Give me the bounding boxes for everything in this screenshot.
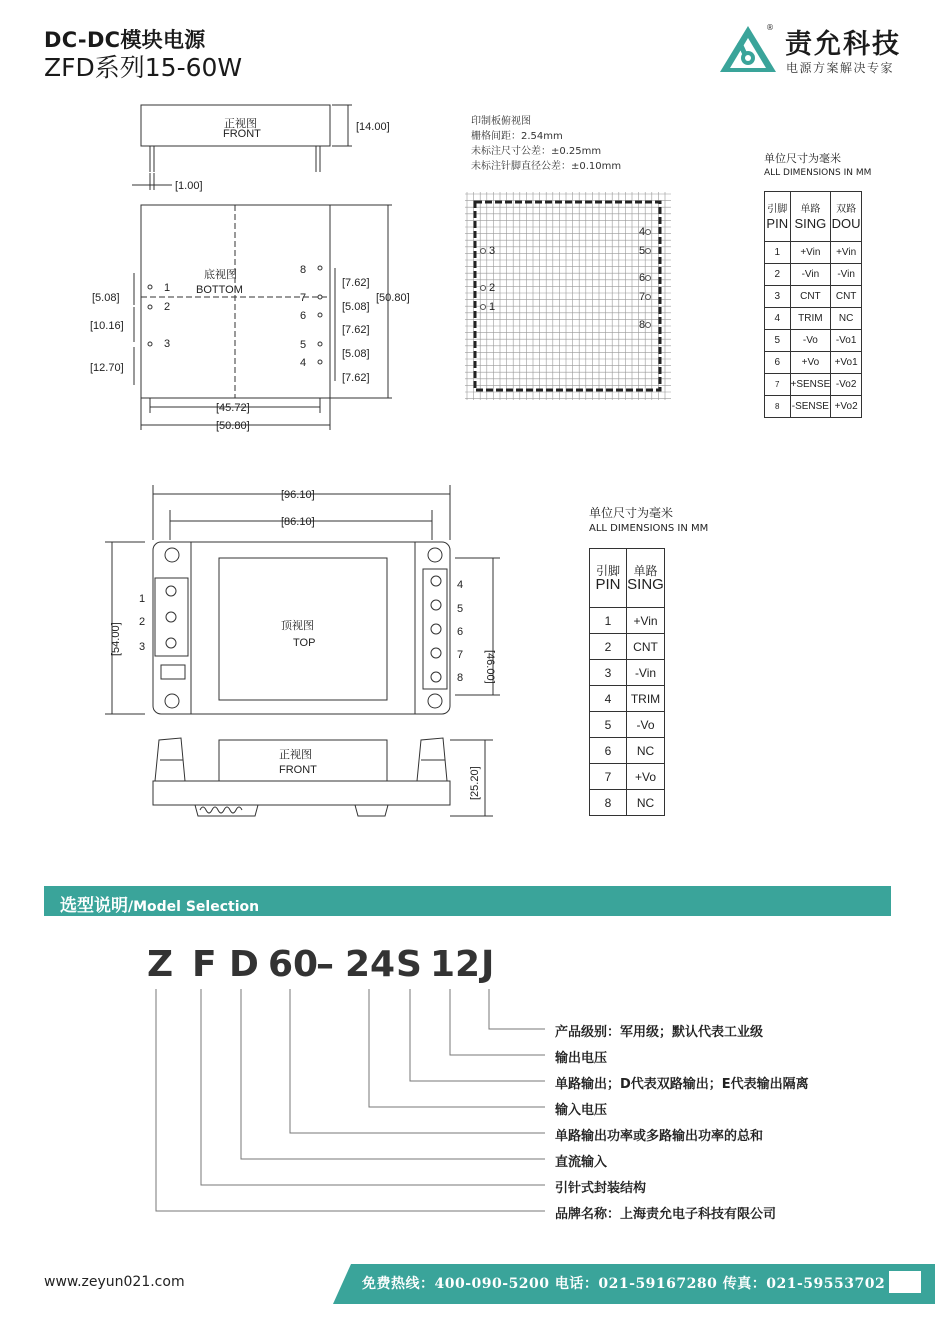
table-cell: 5 [765,330,791,352]
model-desc-input-voltage: 输入电压 [555,1103,608,1118]
table-cell: 7 [590,764,627,790]
table-cell: CNT [790,286,831,308]
header-cn: 单路 [633,564,658,578]
header-en: SING [794,215,827,231]
model-selection-title-cn: 选型说明 [60,896,128,916]
table-cell: NC [831,308,862,330]
dim-right-3: [7.62] [342,324,370,336]
table-cell: 5 [590,712,627,738]
pcb-pin-label: 1 [489,301,496,313]
table-cell: -Vo [627,712,665,738]
header-en: SING [627,576,664,593]
table-row [590,764,665,790]
code-part: 60 [268,944,319,985]
table-cell: +SENSE [790,374,831,396]
table-cell: -Vo [790,330,831,352]
pin-label: 7 [300,292,307,304]
dim-left-2: [10.16] [90,320,124,332]
header-en: PIN [595,576,621,593]
model-desc-level: 产品级别：军用级；默认代表工业级 [555,1025,764,1040]
model-selection-title [60,891,259,916]
pcb-grid-view [463,190,675,404]
title-line-2: ZFD系列15-60W [44,53,243,82]
table-cell: +Vin [627,608,665,634]
bottom-view-label-en: BOTTOM [196,284,243,296]
pin-label: 4 [457,579,464,591]
table-row [590,634,665,660]
top-view-label-en: TOP [293,637,316,649]
pin-label: 5 [457,603,464,615]
pin-label: 6 [457,626,464,638]
table-row [765,308,862,330]
pcb-pin-label: 3 [489,245,496,257]
website-link[interactable]: www.zeyun021.com [44,1274,185,1290]
model-selection-title-en: /Model Selection [128,899,260,915]
pin-label: 8 [457,672,464,684]
code-part: 24 [345,944,396,985]
table-cell: +Vo [790,352,831,374]
table-cell: TRIM [627,686,665,712]
table-header [831,192,862,242]
pcb-pin-label: 6 [639,272,646,284]
units-note-cn: 单位尺寸为毫米 [764,152,841,165]
dim-depth: [25.20] [469,766,481,800]
table-cell: +Vo [627,764,665,790]
table-cell: NC [627,790,665,816]
table-cell: 7 [765,374,791,396]
table-header [627,549,665,608]
model-desc-output-type: 单路输出；D代表双路输出；E代表输出隔离 [555,1077,809,1092]
header-cn: 单路 [800,203,821,215]
front-view-label-en: FRONT [279,764,317,776]
units-note-en: ALL DIMENSIONS IN MM [764,168,872,178]
table-row [590,712,665,738]
pin-table-2 [589,548,665,816]
dim-height-46: [46.00] [484,650,496,684]
pcb-note-grid: 栅格间距：2.54mm [471,131,563,142]
dim-height: [14.00] [356,121,390,133]
table-row [765,264,862,286]
footer-box [889,1271,921,1293]
dim-right-4: [5.08] [342,348,370,360]
dim-left-1: [5.08] [92,292,120,304]
brand-slogan: 电源方案解决专家 [786,61,895,75]
top-view-label: 顶视图 [281,620,314,632]
model-desc-package: 引针式封装结构 [555,1181,647,1196]
model-desc-output-voltage: 输出电压 [555,1051,608,1066]
pin-label: 3 [164,338,171,350]
header-cn: 引脚 [596,564,621,578]
title-line-1: DC-DC模块电源 [44,28,206,52]
pin-label: 1 [139,593,146,605]
dim-width: [50.80] [216,420,250,432]
table-row [765,330,862,352]
pin-label: 2 [139,616,146,628]
pcb-pin-label: 5 [639,245,646,257]
code-part: D [229,944,259,985]
model-desc-dc-input: 直流输入 [555,1155,608,1170]
dim-pin-dia: [1.00] [175,180,203,192]
table-row [765,352,862,374]
table-cell: +Vin [831,242,862,264]
table-cell: -Vo1 [831,330,862,352]
pin-label: 6 [300,310,307,322]
drawing-top-view [95,480,515,825]
dim-overall-length: [96.10] [281,489,315,501]
dim-height-54: [54.00] [110,622,122,656]
pin-label: 5 [300,339,307,351]
units-note-cn-2: 单位尺寸为毫米 [589,506,674,520]
table-header [790,192,831,242]
table-cell: NC [627,738,665,764]
table-row [765,374,862,396]
drawing-bottom-view [80,95,425,435]
pcb-pin-label: 2 [489,282,496,294]
pin-label: 7 [457,649,464,661]
dim-right-2: [5.08] [342,301,370,313]
table-cell: +Vin [790,242,831,264]
table-row [765,286,862,308]
header-en: PIN [766,215,789,231]
footer-contact: 免费热线：400-090-5200 电话：021-59167280 传真：021-59553702 [362,1276,886,1292]
dim-left-3: [12.70] [90,362,124,374]
units-note-en-2: ALL DIMENSIONS IN MM [589,523,709,534]
table-cell: 1 [590,608,627,634]
pcb-pin-label: 8 [639,319,646,331]
code-part: Z [147,944,174,985]
table-row [765,396,862,418]
dim-mount-length: [86.10] [281,516,315,528]
table-row [590,660,665,686]
table-cell: -Vo2 [831,374,862,396]
model-desc-brand: 品牌名称：上海责允电子科技有限公司 [555,1207,777,1222]
table-cell: 8 [590,790,627,816]
pin-label: 4 [300,357,307,369]
pin-label: 3 [139,641,146,653]
pcb-notes [471,114,621,174]
table-cell: 2 [590,634,627,660]
table-cell: 2 [765,264,791,286]
table-cell: TRIM [790,308,831,330]
dim-right-5: [7.62] [342,372,370,384]
code-part: 12 [430,944,481,985]
registered-mark: ® [766,23,774,32]
table-cell: 6 [590,738,627,764]
table-cell: -Vin [790,264,831,286]
code-part: J [481,944,495,985]
pin-label: 1 [164,282,171,294]
brand-name: 责允科技 [785,29,901,60]
table-row [590,738,665,764]
table-cell: +Vo1 [831,352,862,374]
table-cell: -Vin [831,264,862,286]
table-cell: 4 [765,308,791,330]
table-header [590,549,627,608]
pcb-note-pin-tolerance: 未标注针脚直径公差：±0.10mm [471,161,622,172]
bottom-view-label: 底视图 [204,269,237,281]
table-cell: CNT [627,634,665,660]
table-cell: -Vin [627,660,665,686]
front-view-label: 正视图 [279,749,312,761]
pin-table-1 [764,191,862,418]
table-cell: 8 [765,396,791,418]
table-cell: CNT [831,286,862,308]
table-row [590,608,665,634]
code-part: – [316,944,334,985]
table-cell: +Vo2 [831,396,862,418]
code-part: S [396,944,422,985]
table-row [590,686,665,712]
code-part: F [192,944,217,985]
table-cell: 3 [765,286,791,308]
dim-length: [50.80] [376,292,410,304]
table-cell: 1 [765,242,791,264]
dim-pitch-width: [45.72] [216,402,250,414]
front-view-label: 正视图 [224,118,257,130]
model-desc-power: 单路输出功率或多路输出功率的总和 [555,1129,764,1144]
pcb-note-title: 印制板俯视图 [471,116,531,127]
table-cell: 3 [590,660,627,686]
pcb-pin-label: 7 [639,291,646,303]
table-header [765,192,791,242]
table-row [590,790,665,816]
pin-label: 2 [164,301,171,313]
table-cell: 6 [765,352,791,374]
model-leader-lines [140,985,560,1225]
header-cn: 引脚 [767,203,788,215]
header-cn: 双路 [836,203,857,215]
table-row [765,242,862,264]
table-cell: -SENSE [790,396,831,418]
table-cell: 4 [590,686,627,712]
dim-right-1: [7.62] [342,277,370,289]
pcb-pin-label: 4 [639,226,646,238]
front-view-label-en: FRONT [223,128,261,140]
pcb-note-tolerance: 未标注尺寸公差：±0.25mm [471,146,602,157]
header-en: DOU [831,215,861,231]
pin-label: 8 [300,264,307,276]
